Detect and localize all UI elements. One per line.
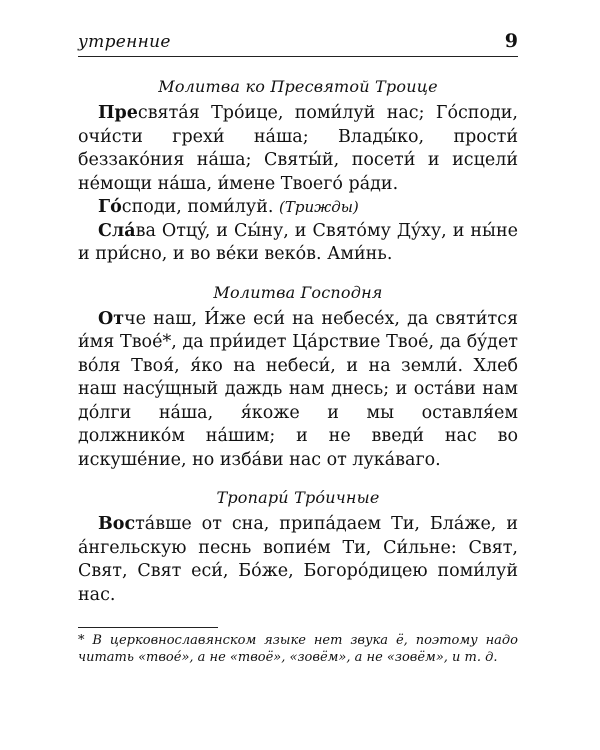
paragraph-text: че наш, И́же еси́ на небесéх, да святи́тся и́мя Твоé*, да при́идет Цáрствие Твоé, да бýдет вóля Твоя́, я́ко на небеси́, и на земли́. Хлеб наш насýщный даждь нам днесь; и остáви нам дóлги нáша, я́коже и мы оставля́ем должникóм нáшим; и не введи́ нас во искушéние, но избáви нас от лукáваго. bbox=[78, 308, 518, 470]
rubric-thrice: (Трижды) bbox=[279, 198, 359, 216]
footnote-rule bbox=[78, 627, 218, 628]
paragraph-trinity-1 bbox=[78, 102, 518, 196]
running-title: утренние bbox=[78, 32, 171, 52]
paragraph-lead: Слá bbox=[98, 220, 136, 241]
section-title-troparia: Тропари́ Трóичные bbox=[216, 488, 380, 507]
page-number: 9 bbox=[504, 30, 518, 52]
paragraph-lead: Вос bbox=[98, 514, 136, 534]
running-header bbox=[78, 30, 518, 54]
paragraph-text: ва Отцý, и Сы́ну, и Святóму Дýху, и ны́не и при́сно, и во вéки векóв. Ами́нь. bbox=[78, 220, 518, 264]
paragraph-text: споди, поми́луй. bbox=[121, 197, 274, 217]
paragraph-lords-prayer bbox=[78, 308, 518, 473]
section-title-lords-prayer: Молитва Господня bbox=[213, 282, 383, 302]
paragraph-troparia bbox=[78, 513, 518, 607]
book-page bbox=[78, 30, 518, 666]
paragraph-lead: Пре bbox=[98, 103, 138, 123]
paragraph-lead: Гó bbox=[98, 197, 122, 217]
footnote: * В церковнославянском языке нет звука ё, поэтому надо читать «твоé», а не «твоё», «зовём», а не «зовём», и т. д. bbox=[78, 633, 518, 665]
paragraph-trinity-2 bbox=[78, 196, 518, 220]
section-title-trinity-prayer: Молитва ко Пресвятой Троице bbox=[158, 77, 438, 96]
paragraph-text: тáвше от сна, припáдаем Ти, Блáже, и áнгельскую песнь вопиéм Ти, Си́льне: Свят, Свят, Свят еси́, Бóже, Богорóдицею поми́луй нас. bbox=[78, 514, 518, 605]
paragraph-trinity-3 bbox=[78, 220, 518, 267]
paragraph-lead: От bbox=[98, 308, 125, 329]
header-rule bbox=[78, 56, 518, 57]
paragraph-text: святáя Трóице, поми́луй нас; Гóсподи, очи́сти грехи́ нáша; Влады́ко, прости́ беззакóния нáша; Святы́й, посети́ и исцели́ нéмощи нáша, и́мене Твоегó рáди. bbox=[78, 103, 518, 194]
